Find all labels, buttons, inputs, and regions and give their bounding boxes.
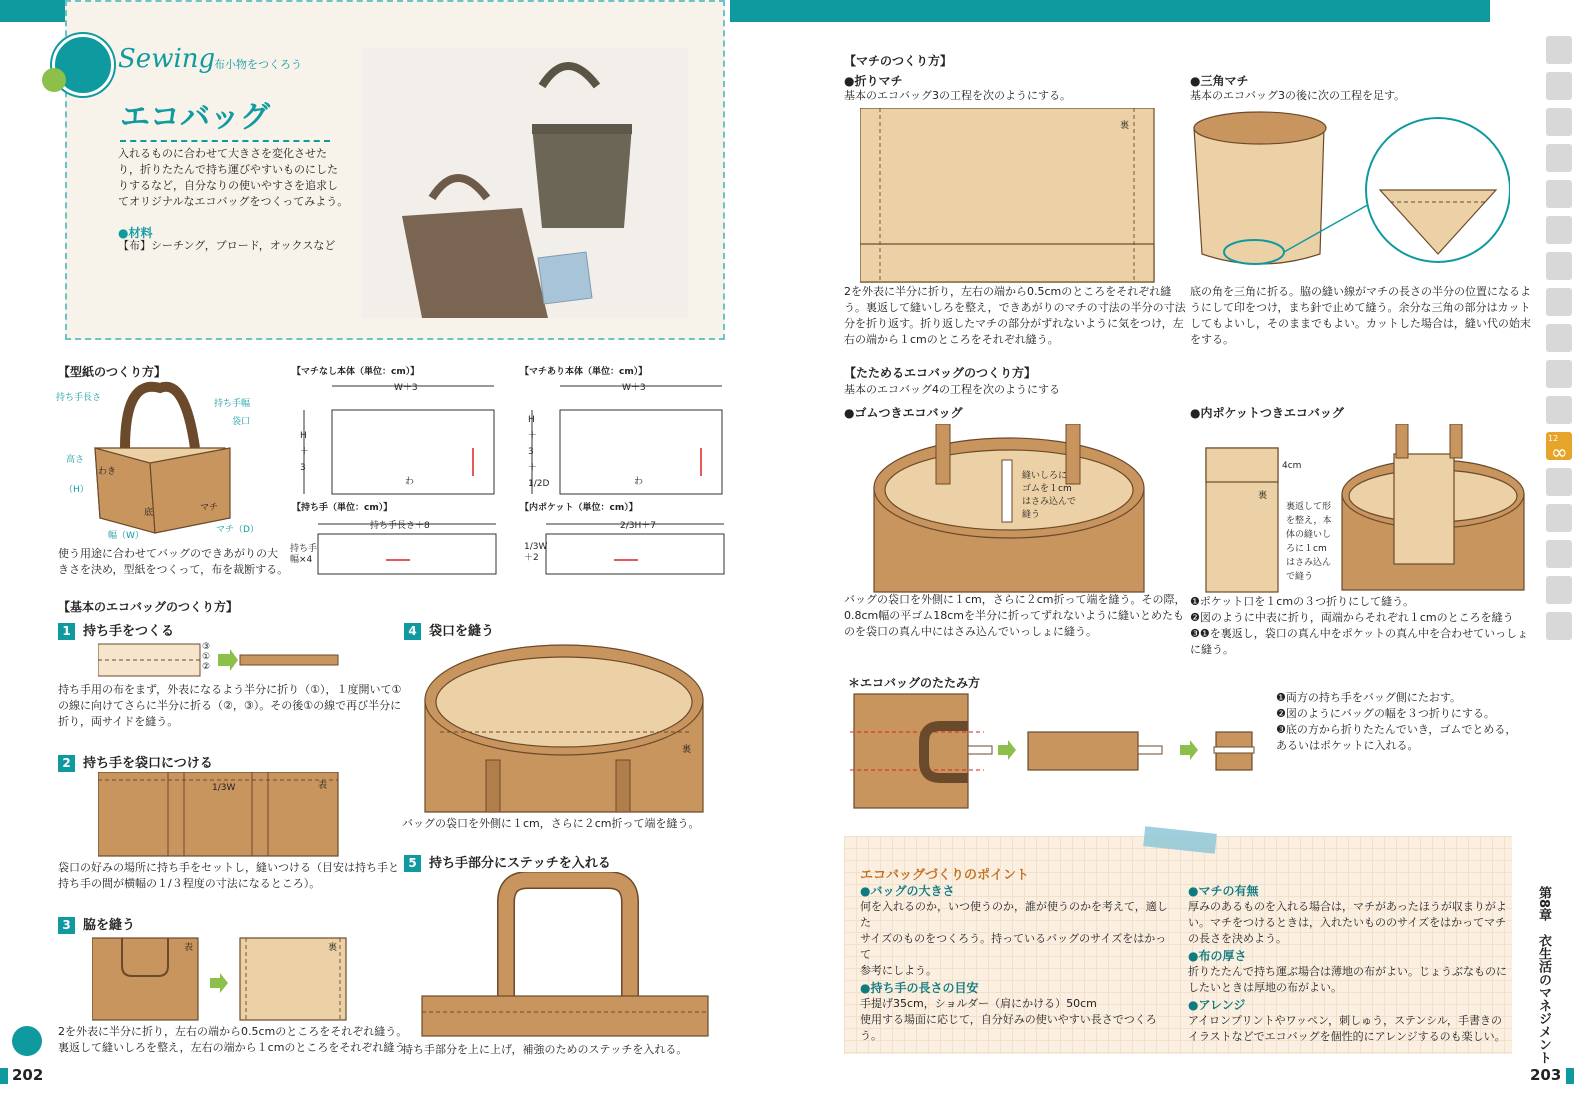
pocket-w: 2/3H＋7	[620, 521, 656, 531]
sewing-subtitle: 布小物をつくろう	[214, 58, 302, 71]
no-gusset-w: W＋3	[394, 383, 418, 393]
label-bottom: 底	[144, 508, 154, 518]
page-number-right: 203	[1530, 1066, 1562, 1084]
page-title: エコバッグ	[120, 92, 330, 142]
top-bar-mid	[730, 0, 1490, 22]
step5-diagram	[420, 872, 710, 1038]
step2-label-w: 1/3W	[212, 783, 236, 793]
small-button-icon	[42, 68, 66, 92]
rubber-label: 縫いしろに ゴムを１cm はさみ込んで 縫う	[1022, 471, 1077, 520]
handle-width: 持ち手幅×4	[290, 544, 318, 565]
points-title: エコバッグづくりのポイント	[860, 868, 1030, 883]
step1-text: 持ち手用の布をまず，外表になるよう半分に折り（①），１度開いて① の線に向けてさらに半分に折る（②，③）。その後①の線で再び半分に 折り，両サイドを縫う。	[58, 683, 402, 728]
fold-gusset-diagram	[860, 108, 1160, 284]
fold-gusset-back: 裏	[1120, 121, 1130, 131]
gusset-heading: 【マチのつくり方】	[844, 54, 953, 68]
tri-gusset-diagram	[1190, 104, 1510, 284]
with-gusset-diagram	[518, 378, 738, 498]
point-text: 何を入れるのか，いつ使うのか，誰が使うのかを考えて，適した サイズのものをつくろう。持っているバッグのサイズをはかって 参考にしよう。	[860, 900, 1168, 977]
pattern-heading: 【型紙のつくり方】	[58, 365, 167, 379]
points-left-col	[860, 882, 1170, 1044]
bag-photo	[362, 48, 688, 318]
point-text: 折りたたんで持ち運ぶ場合は薄地の布がよい。じょうぶなものに したいときは厚地の布がよい。	[1188, 965, 1507, 994]
step1-diagram	[98, 640, 348, 680]
label-width: 幅（W）	[108, 531, 144, 541]
fold-gusset-title: ●折りマチ	[844, 74, 903, 88]
tri-gusset-sub: 基本のエコバッグ3の後に次の工程を足す。	[1190, 89, 1406, 102]
point-text: 手提げ35cm，ショルダー（肩にかける）50cm 使用する場面に応じて，自分好みの使いやすい長さでつくろう。	[860, 997, 1157, 1042]
chapter-label: 第8章 衣生活のマネジメント	[1536, 886, 1551, 1065]
step1-mark-2: ②	[202, 662, 211, 672]
fold-gusset-sub: 基本のエコバッグ3の工程を次のようにする。	[844, 89, 1071, 102]
label-height: 高さ	[66, 455, 85, 465]
no-gusset-diagram	[290, 378, 510, 498]
shirt-icon	[12, 1026, 42, 1056]
folding-heading: ＊エコバッグのたたみ方	[848, 676, 981, 690]
page-number-left: 202	[12, 1066, 44, 1084]
folding-steps: ❶両方の持ち手をバッグ側にたおす。 ❷図のようにバッグの幅を３つ折りにする。 ❸底の方から折りたたんでいき，ゴムでとめる， あるいはポケットに入れる。	[1276, 691, 1517, 752]
tri-gusset-text: 底の角を三角に折る。脇の縫い線がマチの長さの半分の位置になるよ うにして印をつけ，まち針で止めて縫う。余分な三角の部分はカット してもよいし，そのままでもよい。カットした場合は，縫い代の始末 をする。	[1190, 285, 1531, 346]
step3-title: 3 脇を縫う	[58, 914, 135, 934]
step4-label-back: 裏	[682, 745, 692, 755]
with-gusset-w: W＋3	[622, 383, 646, 393]
point-heading: ●布の厚さ	[1188, 949, 1247, 963]
step4-diagram	[420, 640, 710, 815]
pocket-bag-back: 裏	[1258, 491, 1268, 501]
pattern-caption: 使う用途に合わせてバッグのできあがりの大 きさを決め，型紙をつくって，布を裁断する。	[58, 547, 289, 576]
no-gusset-h: H＋3	[300, 431, 310, 473]
page-marker-right	[1566, 1068, 1574, 1084]
no-gusset-fold: わ	[405, 477, 415, 487]
step1-mark-3: ③	[202, 642, 211, 652]
step4-text: バッグの袋口を外側に１cm，さらに２cm折って端を縫う。	[402, 817, 700, 830]
foldable-sub: 基本のエコバッグ4の工程を次のようにする	[844, 383, 1060, 396]
label-gusset-small: マチ	[200, 503, 219, 513]
label-opening: 袋口	[232, 417, 251, 427]
rubber-diagram	[870, 424, 1150, 594]
pocket-title: 【内ポケット（単位：cm）】	[520, 503, 638, 513]
step2-label-front: 表	[318, 781, 328, 791]
materials-heading: ●材料	[118, 226, 153, 240]
pocket-h: 1/3W＋2	[524, 542, 548, 563]
pocket-bag-dim: 4cm	[1282, 461, 1302, 471]
step5-text: 持ち手部分を上に上げ，補強のためのステッチを入れる。	[402, 1043, 688, 1056]
folding-diagram	[850, 692, 1260, 810]
no-gusset-title: 【マチなし本体（単位：cm）】	[292, 367, 420, 377]
label-side: わき	[98, 467, 117, 477]
intro-text: 入れるものに合わせて大きさを変化させた り，折りたたんで持ち運びやすいものにした りするなど，自分なりの使いやすさを追求し てオリジナルなエコバッグをつくってみよう。	[118, 147, 349, 208]
step4-title: 4 袋口を縫う	[404, 620, 494, 640]
rubber-title: ●ゴムつきエコバッグ	[844, 406, 963, 420]
point-heading: ●マチの有無	[1188, 884, 1259, 898]
fold-gusset-text: 2を外表に半分に折り，左右の端から0.5cmのところをそれぞれ縫 う。裏返して縫いしろを整え，できあがりのマチの寸法の半分の寸法 分を折り返す。折り返したマチの部分がずれないように気をつけ，左 右の端から１cmのところをそれぞれ縫う。	[844, 285, 1186, 346]
step2-text: 袋口の好みの場所に持ち手をセットし，縫いつける（目安は持ち手と 持ち手の間が横幅の１/３程度の寸法になるところ）。	[58, 861, 399, 890]
pocket-bag-text: ❶ポケット口を１cmの３つ折りにして縫う。 ❷図のように中表に折り，両端からそれぞれ１cmのところを縫う ❸❶を裏返し，袋口の真ん中をポケットの真ん中を合わせていっしょ に縫う。	[1190, 595, 1529, 656]
point-text: 厚みのあるものを入れる場合は，マチがあったほうが収まりがよ い。マチをつけるときは，入れたいもののサイズをはかってマチ の長さを決めよう。	[1188, 900, 1507, 945]
basic-heading: 【基本のエコバッグのつくり方】	[58, 600, 239, 614]
side-tabs	[1546, 36, 1572, 656]
tri-gusset-title: ●三角マチ	[1190, 74, 1249, 88]
step3-label-back: 裏	[328, 943, 338, 953]
with-gusset-title: 【マチあり本体（単位：cm）】	[520, 367, 648, 377]
label-gusset: マチ（D）	[216, 525, 259, 535]
with-gusset-fold: わ	[634, 477, 644, 487]
top-bar-left	[0, 0, 65, 22]
foldable-heading: 【たためるエコバッグのつくり方】	[844, 366, 1037, 380]
point-text: アイロンプリントやワッペン，刺しゅう，ステンシル，手書きの イラストなどでエコバッグを個性的にアレンジするのも楽しい。	[1188, 1014, 1506, 1043]
label-handle-width: 持ち手幅	[214, 399, 251, 409]
step3-label-front: 表	[184, 943, 194, 953]
point-heading: ●アレンジ	[1188, 998, 1246, 1012]
pocket-bag-title: ●内ポケットつきエコバッグ	[1190, 406, 1344, 420]
sewing-label: Sewing	[118, 44, 216, 74]
step5-title: 5 持ち手部分にステッチを入れる	[404, 852, 611, 872]
label-handle-length: 持ち手長さ	[56, 393, 102, 403]
pocket-bag-label: 裏返して形 を整え，本 体の縫いし ろに１cm はさみ込ん で縫う	[1286, 502, 1332, 582]
label-h: （H）	[64, 485, 89, 495]
page-marker-left	[0, 1068, 8, 1084]
infinity-icon: ∞	[1551, 440, 1568, 464]
pocket-bag-diagram	[1200, 424, 1530, 594]
step1-title: 1 持ち手をつくる	[58, 620, 174, 640]
step1-mark-1: ①	[202, 652, 211, 662]
point-heading: ●バッグの大きさ	[860, 884, 955, 898]
handle-title: 【持ち手（単位：cm）】	[292, 503, 393, 513]
materials-text: 【布】シーチング，ブロード，オックスなど	[118, 239, 336, 252]
point-heading: ●持ち手の長さの目安	[860, 981, 979, 995]
step3-text: 2を外表に半分に折り，左右の端から0.5cmのところをそれぞれ縫う。 裏返して縫いしろを整え，左右の端から１cmのところをそれぞれ縫う。	[58, 1025, 417, 1054]
step3-diagram	[92, 936, 352, 1022]
points-right-col	[1188, 882, 1508, 1045]
handle-length: 持ち手長さ＋8	[370, 521, 430, 531]
tab-number: 12	[1548, 434, 1559, 443]
rubber-text: バッグの袋口を外側に１cm，さらに２cm折って端を縫う。その際， 0.8cm幅の平ゴム18cmを半分に折ってずれないように縫いとめたも のを袋口の真ん中にはさみ込んでいっしょに縫う。	[844, 593, 1186, 638]
with-gusset-h: H＋3＋1/2D	[528, 415, 550, 489]
step2-title: 2 持ち手を袋口につける	[58, 752, 213, 772]
